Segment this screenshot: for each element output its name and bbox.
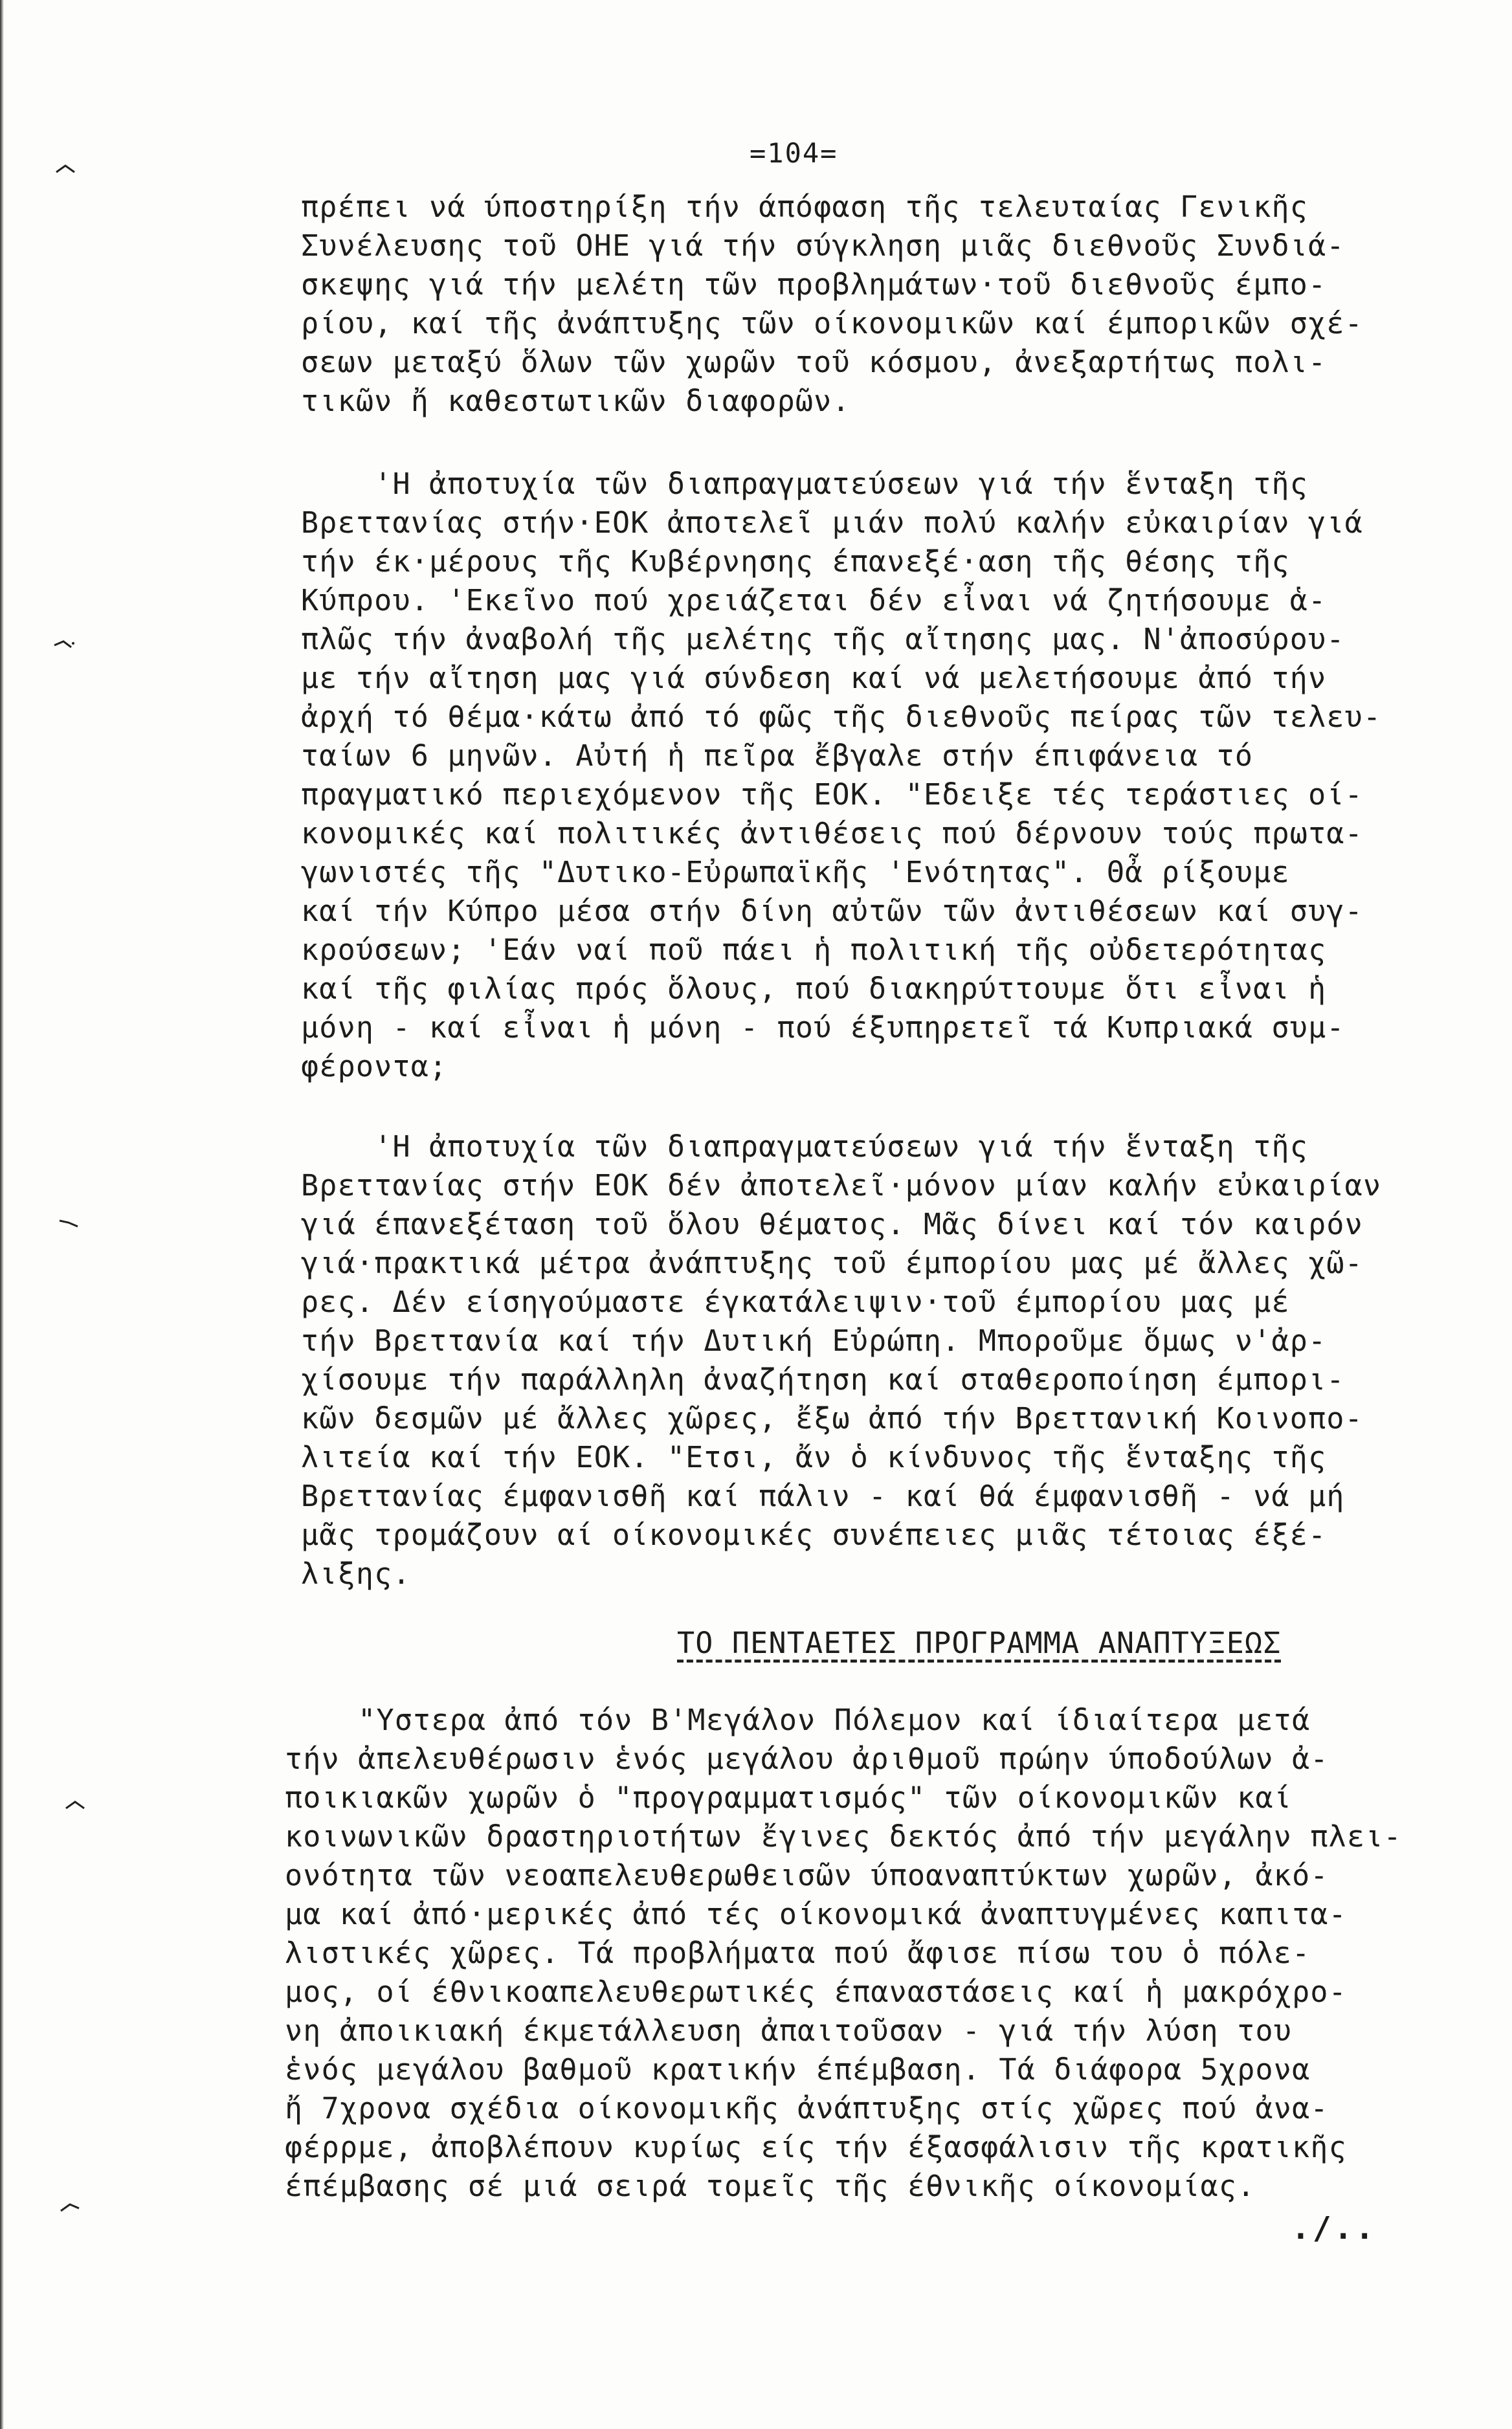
text-line: κῶν δεσμῶν μέ ἄλλες χῶρες, ἔξω ἀπό τήν Βρεττανική Κοινοπο- xyxy=(301,1401,1363,1436)
text-line: καί τῆς φιλίας πρός ὅλους, πού διακηρύττουμε ὅτι εἶναι ἡ xyxy=(301,971,1327,1006)
margin-mark xyxy=(65,1799,87,1811)
text-line: Κύπρου. 'Εκεῖνο πού χρειάζεται δέν εἶναι νά ζητήσουμε ἁ- xyxy=(301,583,1327,617)
text-line: ποικιακῶν χωρῶν ὁ "προγραμματισμός" τῶν οίκονομικῶν καί xyxy=(285,1780,1293,1815)
text-line: κρούσεων; 'Εάν ναί ποῦ πάει ἡ πολιτική τῆς οὐδετερότητας xyxy=(301,933,1327,967)
text-line: μᾶς τρομάζουν αί οίκονομικές συνέπειες μιᾶς τέτοιας έξέ- xyxy=(301,1518,1327,1552)
text-line: λιξης. xyxy=(301,1557,411,1591)
margin-mark xyxy=(58,1217,80,1228)
text-line: σκεψης γιά τήν μελέτη τῶν προβλημάτων·τοῦ διεθνοῦς έμπο- xyxy=(301,267,1327,302)
text-line: φέρρμε, ἀποβλέπουν κυρίως είς τήν έξασφάλισιν τῆς κρατικῆς xyxy=(285,2130,1347,2164)
margin-mark xyxy=(53,639,75,651)
text-line: μα καί ἀπό·μερικές ἀπό τές οίκονομικά ἀναπτυγμένες καπιτα- xyxy=(285,1897,1347,1931)
text-line: με τήν αἴτηση μας γιά σύνδεση καί νά μελετήσουμε ἀπό τήν xyxy=(301,661,1327,695)
text-line: σεων μεταξύ ὅλων τῶν χωρῶν τοῦ κόσμου, ἀνεξαρτήτως πολι- xyxy=(301,345,1327,379)
text-line: πρέπει νά ύποστηρίξη τήν άπόφαση τῆς τελευταίας Γενικῆς xyxy=(301,190,1309,224)
text-line: ἀρχή τό θέμα·κάτω ἀπό τό φῶς τῆς διεθνοῦς πείρας τῶν τελευ- xyxy=(301,700,1382,734)
text-line: πραγματικό περιεχόμενον τῆς ΕΟΚ. "Εδειξε τές τεράστιες οί- xyxy=(301,777,1363,812)
text-line: ρίου, καί τῆς ἀνάπτυξης τῶν οίκονομικῶν καί έμπορικῶν σχέ- xyxy=(301,306,1363,340)
text-line: ταίων 6 μηνῶν. Αὐτή ἡ πεῖρα ἔβγαλε στήν έπιφάνεια τό xyxy=(301,738,1254,773)
text-line: φέροντα; xyxy=(301,1049,448,1083)
text-line: ρες. Δέν είσηγούμαστε έγκατάλειψιν·τοῦ έμπορίου μας μέ xyxy=(301,1285,1290,1319)
text-line: "Υστερα ἀπό τόν Β'Μεγάλον Πόλεμον καί ίδιαίτερα μετά xyxy=(285,1703,1311,1737)
margin-mark xyxy=(55,163,77,175)
text-line: γωνιστές τῆς "Δυτικο-Εὐρωπαϊκῆς 'Ενότητας". Θἆ ρίξουμε xyxy=(301,855,1290,889)
page-edge-shadow xyxy=(0,0,4,2429)
text-line: πλῶς τήν ἀναβολή τῆς μελέτης τῆς αἴτησης μας. Ν'ἀποσύρου- xyxy=(301,622,1345,656)
section-heading: ΤΟ ΠΕΝΤΑΕΤΕΣ ΠΡΟΓΡΑΜΜΑ ΑΝΑΠΤΥΞΕΩΣ xyxy=(677,1626,1282,1660)
text-line: λιτεία καί τήν ΕΟΚ. "Ετσι, ἄν ὁ κίνδυνος τῆς ἕνταξης τῆς xyxy=(301,1440,1327,1474)
text-line: έπέμβασης σέ μιά σειρά τομεῖς τῆς έθνικῆς οίκονομίας. xyxy=(285,2169,1256,2203)
text-line: γιά έπανεξέταση τοῦ ὅλου θέματος. Μᾶς δίνει καί τόν καιρόν xyxy=(301,1207,1363,1241)
text-line: Βρεττανίας έμφανισθῆ καί πάλιν - καί θά έμφανισθῆ - νά μή xyxy=(301,1479,1345,1513)
text-line: Βρεττανίας στήν ΕΟΚ δέν ἀποτελεῖ·μόνον μίαν καλήν εὐκαιρίαν xyxy=(301,1168,1382,1203)
text-line: ονότητα τῶν νεοαπελευθερωθεισῶν ύποαναπτύκτων χωρῶν, ἀκό- xyxy=(285,1858,1329,1892)
text-line: 'Η ἀποτυχία τῶν διαπραγματεύσεων γιά τήν ἕνταξη τῆς xyxy=(301,1129,1309,1164)
text-line: ἤ 7χρονα σχέδια οίκονομικῆς ἀνάπτυξης στίς χῶρες πού ἀνα- xyxy=(285,2091,1329,2125)
text-line: τήν ἀπελευθέρωσιν ἑνός μεγάλου ἀριθμοῦ πρώην ύποδούλων ἀ- xyxy=(285,1742,1329,1776)
text-line: κονομικές καί πολιτικές ἀντιθέσεις πού δέρνουν τούς πρωτα- xyxy=(301,816,1363,850)
page-number: =104= xyxy=(750,137,838,169)
text-line: λιστικές χῶρες. Τά προβλήματα πού ἄφισε πίσω του ὁ πόλε- xyxy=(285,1936,1311,1970)
text-line: νη ἀποικιακή έκμετάλλευση ἀπαιτοῦσαν - γιά τήν λύση του xyxy=(285,2013,1293,2048)
text-line: Βρεττανίας στήν·ΕΟΚ ἀποτελεῖ μιάν πολύ καλήν εὐκαιρίαν γιά xyxy=(301,505,1363,540)
text-line: τήν Βρεττανία καί τήν Δυτική Εὐρώπη. Μποροῦμε ὅμως ν'ἀρ- xyxy=(301,1324,1327,1358)
text-line: γιά·πρακτικά μέτρα ἀνάπτυξης τοῦ έμπορίου μας μέ ἄλλες χῶ- xyxy=(301,1246,1363,1280)
text-line: μόνη - καί εἶναι ἡ μόνη - πού έξυπηρετεῖ τά Κυπριακά συμ- xyxy=(301,1010,1345,1045)
text-line: 'Η ἀποτυχία τῶν διαπραγματεύσεων γιά τήν ἕνταξη τῆς xyxy=(301,467,1309,501)
margin-mark xyxy=(60,2202,82,2213)
text-line: χίσουμε τήν παράλληλη ἀναζήτηση καί σταθεροποίηση έμπορι- xyxy=(301,1362,1345,1397)
text-line: καί τήν Κύπρο μέσα στήν δίνη αὐτῶν τῶν ἀντιθέσεων καί συγ- xyxy=(301,894,1363,928)
continuation-mark: ./.. xyxy=(1291,2210,1377,2246)
text-line: τήν έκ·μέρους τῆς Κυβέρνησης έπανεξέ·αση τῆς θέσης τῆς xyxy=(301,544,1290,579)
text-line: ἑνός μεγάλου βαθμοῦ κρατικήν έπέμβαση. Τά διάφορα 5χρονα xyxy=(285,2052,1311,2087)
text-line: κοινωνικῶν δραστηριοτήτων ἔγινες δεκτός ἀπό τήν μεγάλην πλει- xyxy=(285,1819,1402,1854)
text-line: Συνέλευσης τοῦ ΟΗΕ γιά τήν σύγκληση μιᾶς διεθνοῦς Συνδιά- xyxy=(301,228,1345,263)
text-line: τικῶν ἤ καθεστωτικῶν διαφορῶν. xyxy=(301,384,850,418)
text-line: μος, οί έθνικοαπελευθερωτικές έπαναστάσεις καί ἡ μακρόχρο- xyxy=(285,1975,1347,2009)
